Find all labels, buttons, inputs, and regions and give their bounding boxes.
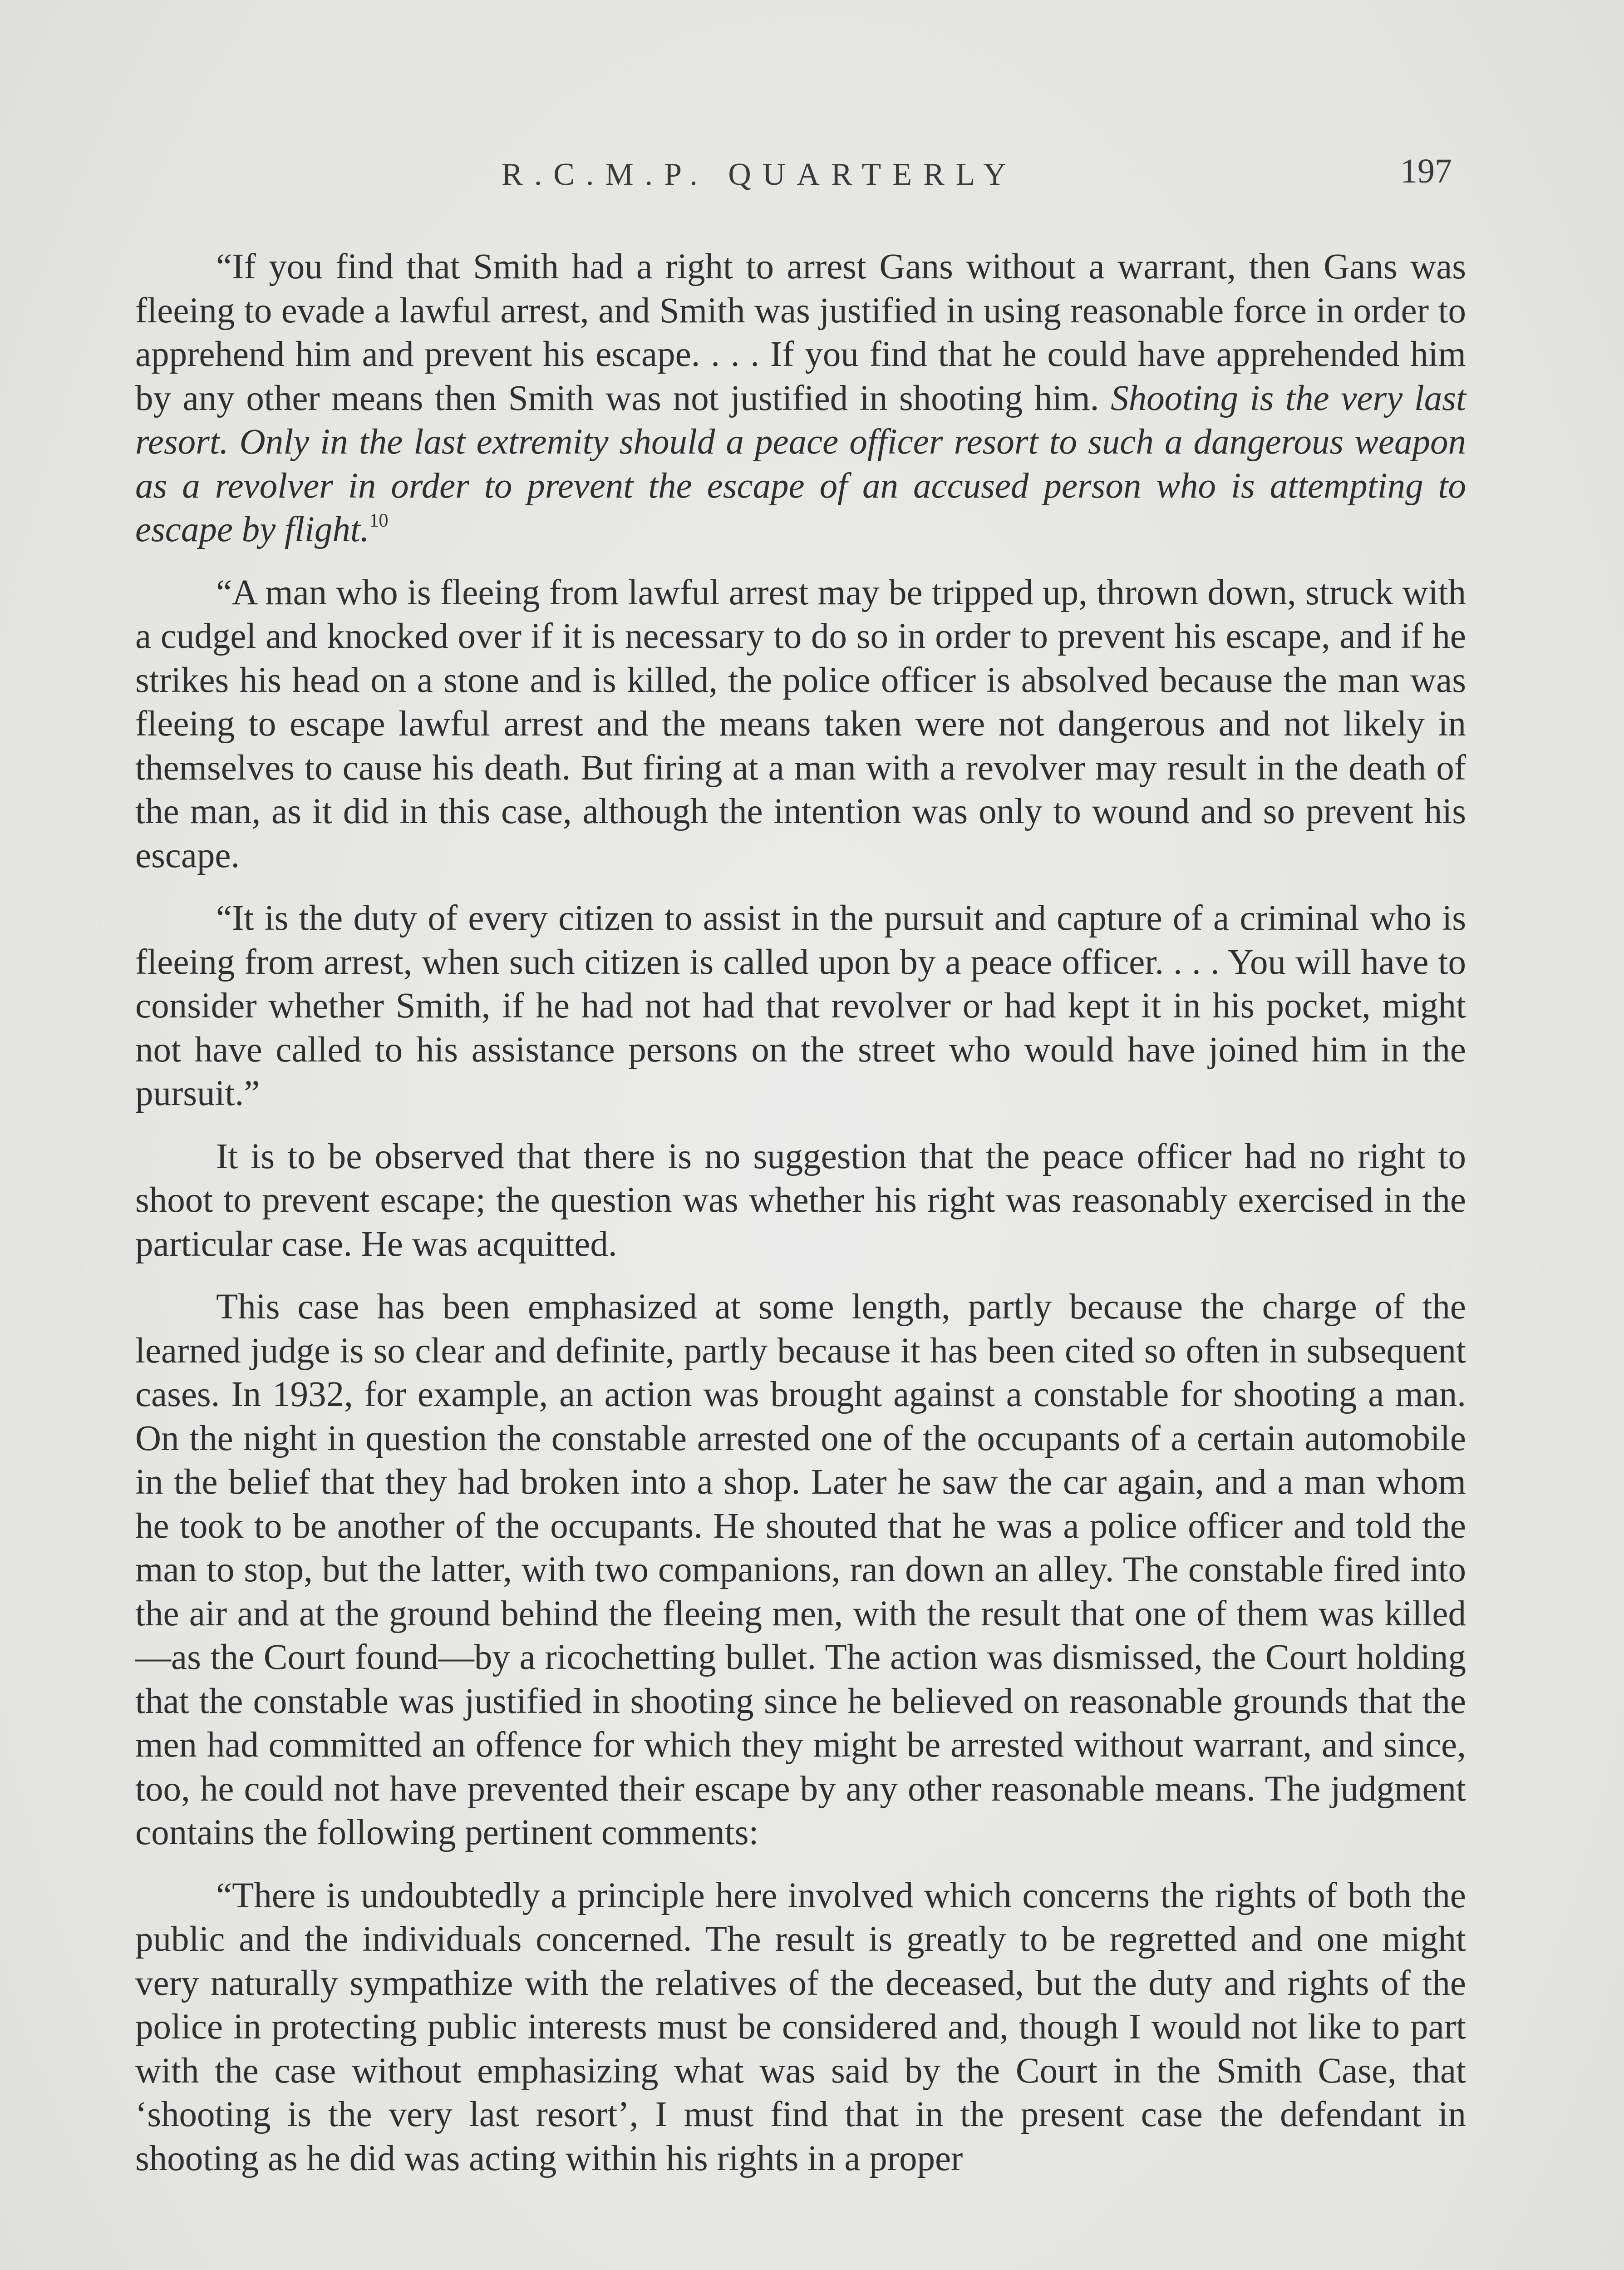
paragraph-fleeing-arrest: “A man who is fleeing from lawful arrest may be tripped up, thrown down, struck with a cudgel and knocked over if it is necessary to do so in order to prevent his escape, and if he strikes his head on a stone and is killed, the police officer is absolved because the man was fleeing to escape lawful arrest and the means taken were not dangerous and not likely in themselves to cause his death. But firing at a man with a revolver may result in the death of the man, as it did in this case, although the intention was only to wound and so prevent his escape. xyxy=(135,572,1466,875)
body-text xyxy=(135,245,1466,2200)
paragraph-judgment-comments: “There is undoubtedly a principle here involved which concerns the rights of both the public and the individuals concerned. The result is greatly to be regretted and one might very naturally sympathize with the relatives of the deceased, but the duty and rights of the police in protecting public interests must be considered and, though I would not like to part with the case without emphasizing what was said by the Court in the Smith Case, that ‘shooting is the very last resort’, I must find that in the present case the defendant in shooting as he did was acting within his rights in a proper xyxy=(135,1875,1466,2178)
paragraph-quote-smith-case xyxy=(135,245,1466,552)
italic-emphasis: Shooting is the very last resort. Only in the last extremity should a peace officer resort to such a dangerous weapon as a revolver in order to prevent the escape of an accused person who is attempting to escape by flight. xyxy=(135,378,1466,549)
paragraph-duty-of-citizen: “It is the duty of every citizen to assist in the pursuit and capture of a criminal who is fleeing from arrest, when such citizen is called upon by a peace officer. . . . You will have to consider whether Smith, if he had not had that revolver or had kept it in his pocket, might not have called to his assistance persons on the street who would have joined him in the pursuit.” xyxy=(135,898,1466,1113)
paragraph-observation: It is to be observed that there is no suggestion that the peace officer had no right to shoot to prevent escape; the question was whether his right was reasonably exercised in the particular case. He was acquitted. xyxy=(135,1136,1466,1264)
paragraph-text: “If you find that Smith had a right to arrest Gans without a warrant, then Gans was fleeing to evade a lawful arrest, and Smith was justified in using reasonable force in order to apprehend him and prevent his escape. . . . If you find that he could have apprehended him by any other means then Smith was not justified in shooting him. xyxy=(135,247,1466,418)
paragraph-1932-case: This case has been emphasized at some length, partly because the charge of the learned judge is so clear and definite, partly because it has been cited so often in subsequent cases. In 1932, for example, an action was brought against a constable for shooting a man. On the night in question the constable arrested one of the occupants of a certain automobile in the belief that they had broken into a shop. Later he saw the car again, and a man whom he took to be another of the occupants. He shouted that he was a police officer and told the man to stop, but the latter, with two companions, ran down an alley. The constable fired into the air and at the ground behind the fleeing men, with the result that one of them was killed—as the Court found—by a ricochetting bullet. The action was dismissed, the Court holding that the constable was justified in shooting since he believed on reasonable grounds that the men had committed an offence for which they might be arrested without warrant, and since, too, he could not have prevented their escape by any other reasonable means. The judgment contains the following pertinent comments: xyxy=(135,1287,1466,1852)
journal-title: R.C.M.P. QUARTERLY xyxy=(502,157,1018,192)
page-number: 197 xyxy=(1400,152,1452,190)
running-header xyxy=(0,150,1624,200)
footnote-reference: 10 xyxy=(369,510,389,531)
